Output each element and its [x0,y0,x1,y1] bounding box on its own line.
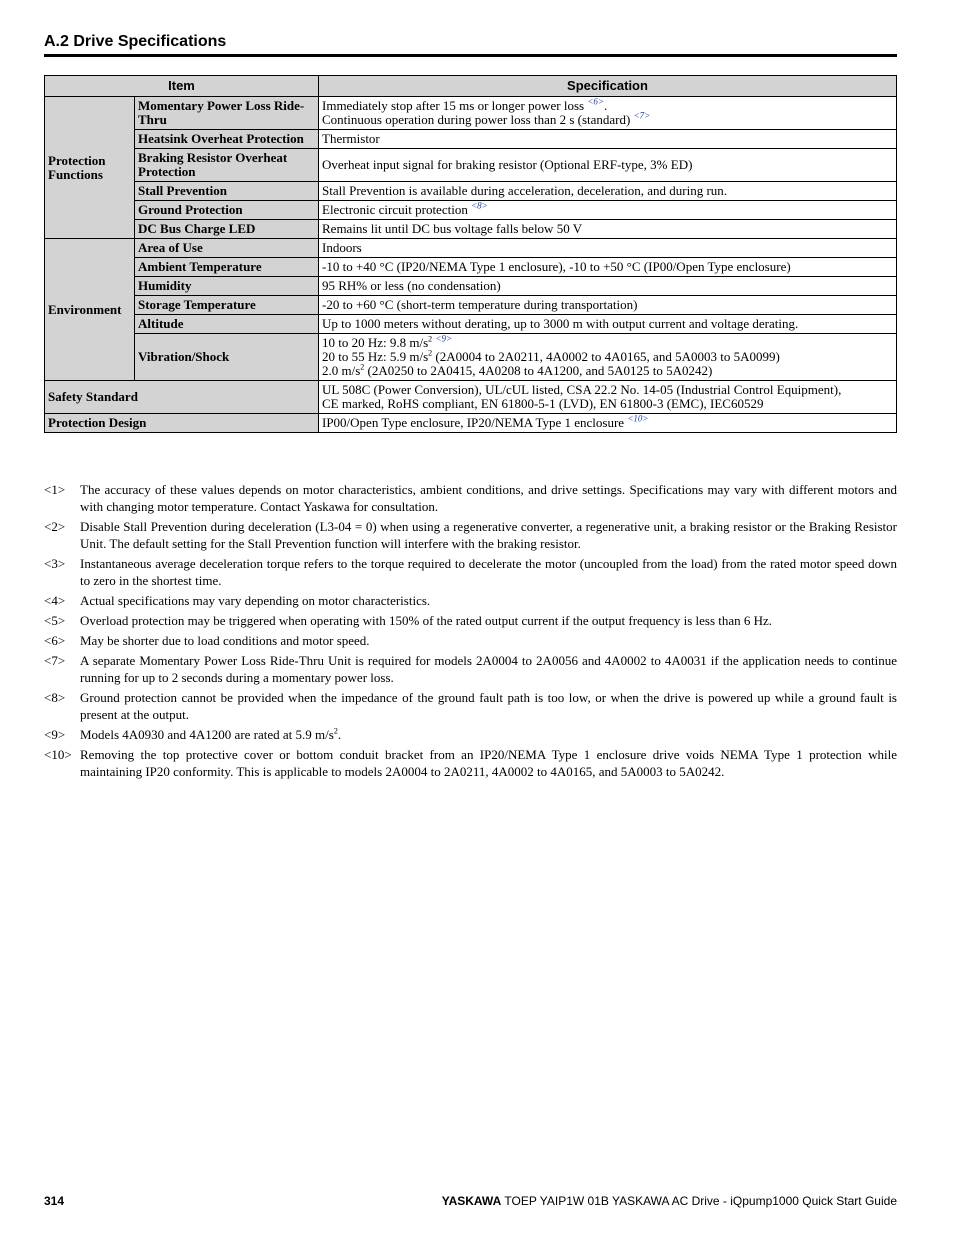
spec-text: . [604,98,608,113]
table-row [45,381,897,414]
table-row [45,277,897,296]
footnote-text: . [337,727,342,742]
footnote-text: Overload protection may be triggered when operating with 150% of the rated output current if the output frequency is less than 6 Hz. [80,613,773,628]
spec-text: Immediately stop after 15 ms or longer power loss [322,98,585,113]
footnote-number: <6> [44,633,66,648]
item-label: Protection Design [45,414,319,433]
item-label: Stall Prevention [135,182,319,201]
spec-text: Continuous operation during power loss than 2 s (standard) [322,112,631,127]
item-label: Area of Use [135,239,319,258]
table-row [45,201,897,220]
footer-doc-title [442,1194,897,1208]
footnote-number: <9> [44,727,66,742]
item-label: Heatsink Overheat Protection [135,130,319,149]
superscript: 2 [428,348,433,358]
spec-text: 10 to 20 Hz: 9.8 m/s [322,335,429,350]
spec-text: 20 to 55 Hz: 5.9 m/s [322,349,429,364]
footnote-text: Removing the top protective cover or bottom conduit bracket from an IP20/NEMA Type 1 enclosure drive voids NEMA Type 1 protection while maintaining IP20 conformity. This is applicable to models 2A0004 to 2A0211, 4A0002 to 4A0165, and 5A0003 to 5A0242. [80,747,897,779]
superscript: 2 [360,362,365,372]
spec-cell: Stall Prevention is available during acceleration, deceleration, and during run. [319,182,897,201]
table-row [45,296,897,315]
table-row [45,220,897,239]
group-environment: Environment [45,239,135,381]
footnote-text: A separate Momentary Power Loss Ride-Thru Unit is required for models 2A0004 to 2A0056 and 4A0002 to 4A0031 if the application needs to continue running for up to 2 seconds during a momentary power loss. [80,653,897,685]
item-label: Braking Resistor Overheat Protection [135,149,319,182]
spec-cell [319,97,897,130]
table-header-row [45,76,897,97]
spec-cell: Remains lit until DC bus voltage falls below 50 V [319,220,897,239]
footnote [44,726,897,743]
footnote [44,689,897,723]
footnote [44,632,897,649]
table-row [45,149,897,182]
footnote-text: The accuracy of these values depends on motor characteristics, ambient conditions, and drive settings. Specifications may vary with different motors and with changing motor temperature. Contact Yaskawa for consultation. [80,482,897,514]
spec-cell: 95 RH% or less (no condensation) [319,277,897,296]
item-label: Altitude [135,315,319,334]
footnote [44,481,897,515]
footnote [44,652,897,686]
footnote-number: <5> [44,613,66,628]
footnote-text: Actual specifications may vary depending on motor characteristics. [80,593,431,608]
table-row [45,258,897,277]
spec-text: (2A0004 to 2A0211, 4A0002 to 4A0165, and 5A0003 to 5A0099) [432,349,780,364]
spec-text: UL 508C (Power Conversion), UL/cUL listed, CSA 22.2 No. 14-05 (Industrial Control Equipment), [322,382,842,397]
item-label: Ground Protection [135,201,319,220]
note-ref-link[interactable]: <7> [633,110,651,121]
superscript: 2 [333,726,338,736]
note-ref-link[interactable]: <10> [627,413,649,424]
footnote-number: <1> [44,482,66,497]
item-label: Safety Standard [45,381,319,414]
footnote-number: <3> [44,556,66,571]
spec-cell: Overheat input signal for braking resistor (Optional ERF-type, 3% ED) [319,149,897,182]
header-spec: Specification [319,76,897,97]
footnote [44,555,897,589]
table-row [45,239,897,258]
header-item: Item [45,76,319,97]
spec-text: IP00/Open Type enclosure, IP20/NEMA Type 1 enclosure [322,415,625,430]
footnote-text: Models 4A0930 and 4A1200 are rated at 5.9 m/s [80,727,334,742]
item-label: Storage Temperature [135,296,319,315]
superscript: 2 [428,334,433,344]
item-label: Vibration/Shock [135,334,319,381]
table-row [45,130,897,149]
spec-table [44,75,897,433]
spec-cell: -20 to +60 °C (short-term temperature during transportation) [319,296,897,315]
footnote-text: May be shorter due to load conditions and motor speed. [80,633,370,648]
footer-brand: YASKAWA [441,1194,502,1208]
spec-cell [319,201,897,220]
item-label: DC Bus Charge LED [135,220,319,239]
item-label: Humidity [135,277,319,296]
spec-cell [319,414,897,433]
table-row [45,97,897,130]
title-rule [44,54,897,57]
footnote-number: <8> [44,690,66,705]
footnote [44,612,897,629]
footnote-number: <10> [44,747,72,762]
spec-text: Electronic circuit protection [322,202,468,217]
table-row [45,315,897,334]
spec-cell: Indoors [319,239,897,258]
footnote-number: <4> [44,593,66,608]
note-ref-link[interactable]: <6> [587,96,605,107]
table-row [45,414,897,433]
group-protection: Protection Functions [45,97,135,239]
footnote-number: <2> [44,519,66,534]
spec-text: CE marked, RoHS compliant, EN 61800-5-1 (LVD), EN 61800-3 (EMC), IEC60529 [322,396,764,411]
note-ref-link[interactable]: <9> [435,333,453,344]
footnote-text-wrap [80,726,897,743]
spec-cell: -10 to +40 °C (IP20/NEMA Type 1 enclosure), -10 to +50 °C (IP00/Open Type enclosure) [319,258,897,277]
footnote-text: Instantaneous average deceleration torque refers to the torque required to decelerate the motor (uncoupled from the load) from the rated motor speed down to zero in the shortest time. [80,556,897,588]
section-title: A.2 Drive Specifications [44,33,227,50]
item-label: Momentary Power Loss Ride-Thru [135,97,319,130]
table-row [45,334,897,381]
footnote-text: Disable Stall Prevention during deceleration (L3-04 = 0) when using a regenerative converter, a regenerative unit, a braking resistor or the Braking Resistor Unit. The default setting for the Stall Prevention function will interfere with the braking resistor. [80,519,897,551]
spec-text: (2A0250 to 2A0415, 4A0208 to 4A1200, and 5A0125 to 5A0242) [364,363,713,378]
footnote [44,746,897,780]
spec-cell: Thermistor [319,130,897,149]
footnote [44,518,897,552]
footnotes [44,481,897,783]
spec-cell [319,334,897,381]
footer-doc: TOEP YAIP1W 01B YASKAWA AC Drive - iQpump1000 Quick Start Guide [501,1194,897,1208]
spec-cell: Up to 1000 meters without derating, up to 3000 m with output current and voltage derating. [319,315,897,334]
footnote-number: <7> [44,653,66,668]
note-ref-link[interactable]: <8> [471,200,488,211]
page-number: 314 [44,1194,65,1208]
footnote-text: Ground protection cannot be provided when the impedance of the ground fault path is too low, or when the drive is powered up while a ground fault is present at the output. [80,690,897,722]
item-label: Ambient Temperature [135,258,319,277]
table-row [45,182,897,201]
footnote [44,592,897,609]
spec-text: 2.0 m/s [322,363,361,378]
spec-cell [319,381,897,414]
